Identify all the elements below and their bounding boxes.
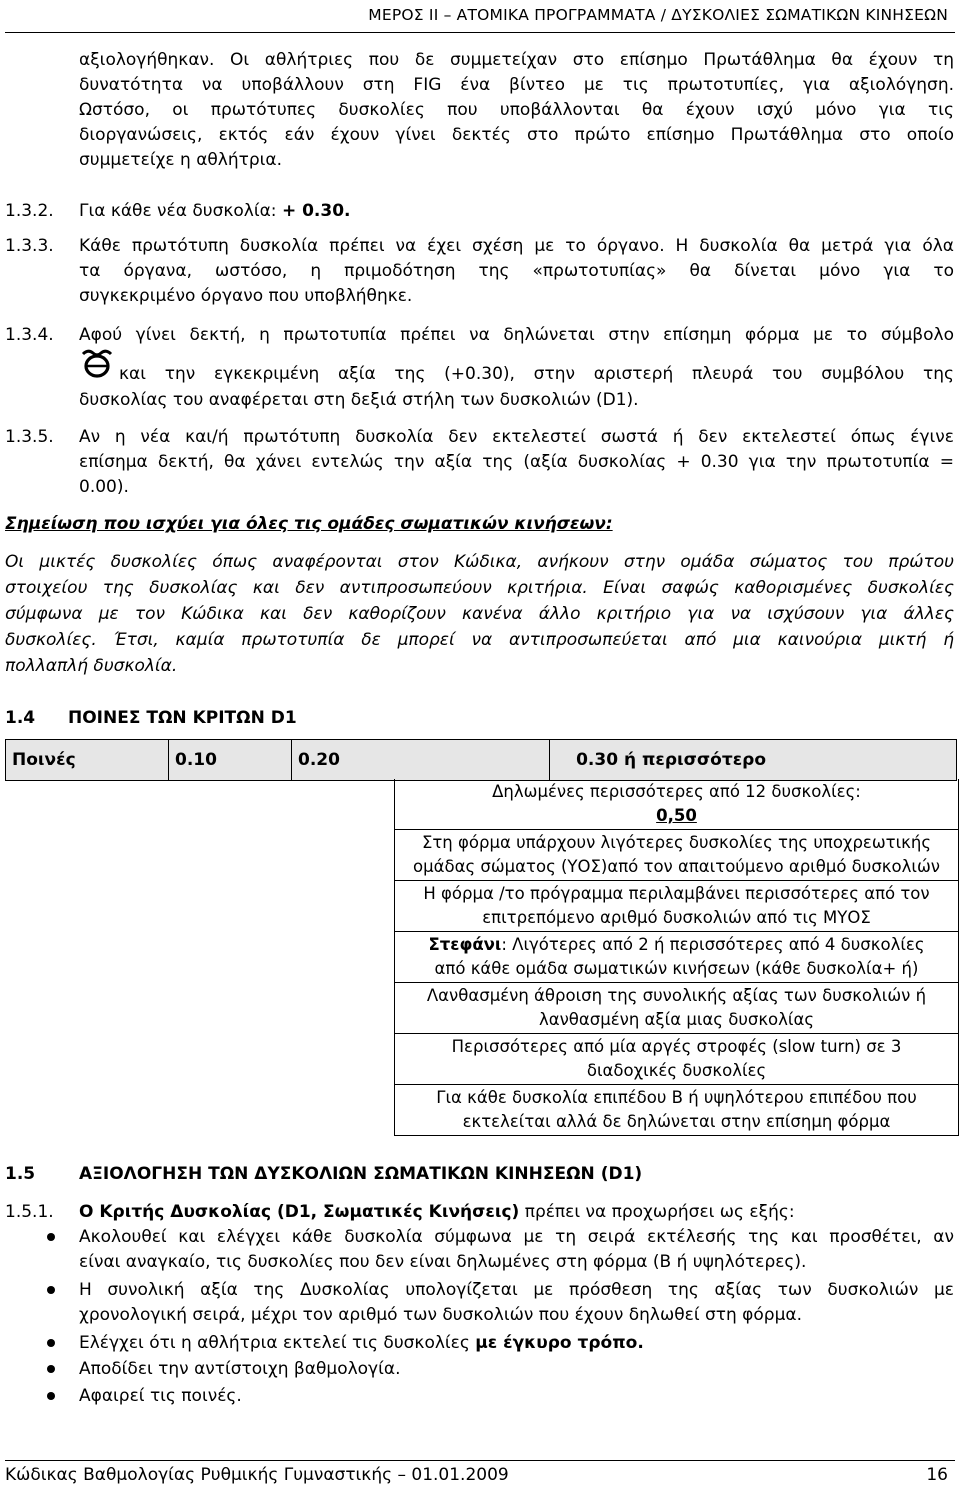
footer-title: Κώδικας Βαθμολογίας Ρυθμικής Γυμναστικής – 01.01.2009 [5,1465,509,1485]
penalty-text: : Λιγότερες από 2 ή περισσότερες από 4 δυσκολίες [501,935,925,954]
penalty-text: επιτρεπόμενο αριθμό δυσκολιών από τις ΜΥΟΣ [482,908,871,927]
penalty-value: 0,50 [656,806,697,825]
section-number: 1.3.4. [5,325,54,345]
text-line: Η συνολική αξία της Δυσκολίας υπολογίζεται με πρόσθεση της αξίας των δυσκολιών με [79,1280,954,1300]
text-line: δυσκολίας του αναφέρεται στη δεξιά στήλη των δυσκολιών (D1). [79,390,639,410]
rule-subject: Ο Κριτής Δυσκολίας (D1, Σωματικές Κινήσεις) [79,1202,520,1222]
text-line: πολλαπλή δυσκολία. [5,656,178,676]
penalty-text: εκτελείται αλλά δε δηλώνεται στην επίσημη φόρμα [462,1112,891,1131]
text-line: και την εγκεκριμένη αξία της (+0.30), στην αριστερή πλευρά του συμβόλου της [119,364,954,384]
page-number: 16 [926,1465,948,1485]
header-rule [5,32,955,33]
text-line: 0.00). [79,477,129,497]
section-number: 1.5 [5,1164,36,1184]
note-heading: Σημείωση που ισχύει για όλες τις ομάδες σωματικών κινήσεων: [5,514,613,534]
bullet-icon [47,1392,55,1400]
penalty-text: από κάθε ομάδα σωματικών κινήσεων (κάθε δυσκολία+ ή) [434,959,919,978]
penalty-text: Περισσότερες από μία αργές στροφές (slow turn) σε 3 [451,1037,902,1056]
bullet-icon [47,1339,55,1347]
rule-value: + 0.30. [281,201,351,221]
page-footer [5,1465,948,1485]
bullet-icon [47,1365,55,1373]
table-row [395,932,958,983]
text-line: διοργανώσεις, εκτός εάν έχουν γίνει δεκτές στο πρώτο επίσημο Πρωτάθλημα στο οποίο [79,125,954,145]
table-row [395,1085,958,1136]
text-line: δυνατότητα να υποβάλλουν στη FIG ένα βίντεο με τις πρωτοτυπίες, για αξιολόγηση. [79,75,954,95]
table-header-cell: 0.10 [169,740,292,781]
penalties-list [394,779,959,1136]
list-item-emphasis: με έγκυρο τρόπο. [475,1333,644,1353]
bullet-icon [47,1233,55,1241]
text-line: χρονολογική σειρά, μέχρι τον αριθμό των δυσκολιών που έχουν δηλωθεί στη φόρμα. [79,1305,802,1325]
originality-symbol-icon [80,347,114,379]
penalty-text: Για κάθε δυσκολία επιπέδου Β ή υψηλότερου επιπέδου που [436,1088,917,1107]
penalty-text: ομάδας σώματος (ΥΟΣ)από τον απαιτούμενο αριθμό δυσκολιών [413,857,940,876]
section-number: 1.4 [5,708,36,728]
penalty-text: Δηλωμένες περισσότερες από 12 δυσκολίες: [492,782,861,801]
rule-1-3-5 [79,425,954,500]
text-line: Ακολουθεί και ελέγχει κάθε δυσκολία σύμφωνα με τη σειρά εκτέλεσής της και προσθέτει, αν [79,1227,954,1247]
footer-rule [5,1460,955,1461]
rule-1-3-4-end [79,388,954,413]
section-number: 1.3.2. [5,201,54,221]
table-row [395,1034,958,1085]
bullet-icon [47,1286,55,1294]
penalty-text [399,933,954,957]
penalty-text: Λανθασμένη άθροιση της συνολικής αξίας των δυσκολιών ή [426,986,927,1005]
penalty-text: Στη φόρμα υπάρχουν λιγότερες δυσκολίες της υποχρεωτικής [421,833,932,852]
table-row [395,983,958,1034]
text-line: τα όργανα, ωστόσο, η πριμοδότηση της «πρωτοτυπίας» θα δίνεται μόνο για το [79,261,954,281]
table-row [395,881,958,932]
rule-1-3-4 [79,323,954,348]
text-line: Κάθε πρωτότυπη δυσκολία πρέπει να έχει σχέση με το όργανο. Η δυσκολία θα μετρά για όλα [79,236,954,256]
running-header: ΜΕΡΟΣ ΙΙ – ΑΤΟΜΙΚΑ ΠΡΟΓΡΑΜΜΑΤΑ / ΔΥΣΚΟΛΙΕΣ ΣΩΜΑΤΙΚΩΝ ΚΙΝΗΣΕΩΝ [368,6,948,24]
intro-paragraph [79,48,954,173]
text-line: συγκεκριμένο όργανο που υποβλήθηκε. [79,286,413,306]
table-header-cell: 0.30 ή περισσότερο [550,740,957,781]
list-item [79,1331,954,1356]
list-item: Αποδίδει την αντίστοιχη βαθμολογία. [79,1359,401,1379]
section-number: 1.3.5. [5,427,54,447]
table-header-cell: Ποινές [6,740,169,781]
rule-text: πρέπει να προχωρήσει ως εξής: [519,1202,795,1222]
text-line: αξιολογήθηκαν. Οι αθλήτριες που δε συμμετείχαν στο επίσημο Πρωτάθλημα θα έχουν τη [79,50,954,70]
list-item: Αφαιρεί τις ποινές. [79,1386,242,1406]
list-item-text: Ελέγχει ότι η αθλήτρια εκτελεί τις δυσκολίες [79,1333,476,1353]
penalty-apparatus: Στεφάνι [428,935,502,954]
section-title: ΠΟΙΝΕΣ ΤΩΝ ΚΡΙΤΩΝ D1 [68,708,297,728]
table-header-cell: 0.20 [292,740,550,781]
penalty-text: λανθασμένη αξία μιας δυσκολίας [538,1010,815,1029]
penalty-text: διαδοχικές δυσκολίες [586,1061,767,1080]
text-line: στοιχείου της δυσκολίας και δεν αντιπροσωπεύουν κριτήρια. Είναι σαφώς καθορισμένες δυσκολίες [5,578,954,598]
list-item [79,1278,954,1328]
penalty-text: Η φόρμα /το πρόγραμμα περιλαμβάνει περισσότερες από τον [423,884,930,903]
table-row [395,830,958,881]
text-line: είναι αναγκαίο, τις δυσκολίες που δεν είναι δηλωμένες στη φόρμα (Β ή υψηλότερες). [79,1252,807,1272]
text-line: συμμετείχε η αθλήτρια. [79,150,283,170]
note-paragraph [5,549,954,679]
text-line: σύμφωνα με τον Κώδικα και δεν καθορίζουν κανένα άλλο κριτήριο για να ισχύσουν για άλλες [5,604,954,624]
table-header-row [6,740,957,781]
rule-1-3-3 [79,234,954,309]
text-line: Αν η νέα και/ή πρωτότυπη δυσκολία δεν εκτελεστεί σωστά ή δεν εκτελεστεί όπως έγινε [79,427,954,447]
section-title: ΑΞΙΟΛΟΓΗΣΗ ΤΩΝ ΔΥΣΚΟΛΙΩΝ ΣΩΜΑΤΙΚΩΝ ΚΙΝΗΣΕΩΝ (D1) [79,1164,643,1184]
rule-1-3-2 [79,199,351,224]
section-number: 1.5.1. [5,1202,54,1222]
section-number: 1.3.3. [5,236,54,256]
penalties-header-table [5,739,957,781]
list-item [79,1225,954,1275]
text-line: δυσκολίες. Έτσι, καμία πρωτοτυπία δε μπορεί να αντιπροσωπεύεται από μια καινούρια μικτή ή [5,630,954,650]
text-line: Ωστόσο, οι πρωτότυπες δυσκολίες που υποβάλλονται θα έχουν ισχύ μόνο για τις [79,100,954,120]
text-line: επίσημα δεκτή, θα χάνει εντελώς την αξία της (αξία δυσκολίας + 0.30 για την πρωτοτυπία = [79,452,954,472]
text-line: Αφού γίνει δεκτή, η πρωτοτυπία πρέπει να δηλώνεται στην επίσημη φόρμα με το σύμβολο [79,325,954,345]
text-line: Οι μικτές δυσκολίες όπως αναφέρονται στον Κώδικα, ανήκουν στην ομάδα σώματος του πρώτου [5,552,954,572]
rule-1-3-4-cont [119,362,954,387]
rule-text: Για κάθε νέα δυσκολία: [79,201,282,221]
table-row [395,779,958,830]
rule-1-5-1 [79,1200,795,1225]
